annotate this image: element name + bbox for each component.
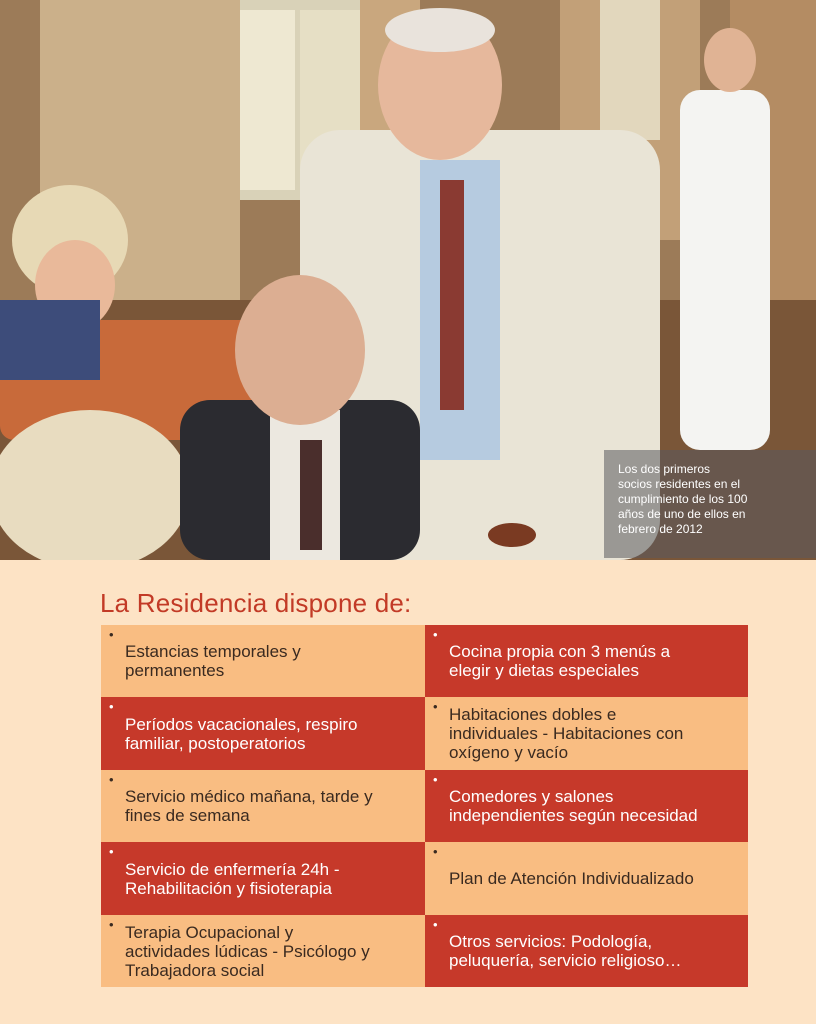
service-item <box>425 625 748 697</box>
service-item <box>101 915 425 987</box>
service-item-text: Terapia Ocupacional y actividades lúdicas - Psicólogo y Trabajadora social <box>125 922 370 980</box>
service-item <box>425 697 748 770</box>
services-grid <box>101 625 748 987</box>
service-item <box>101 842 425 915</box>
service-item-text: Plan de Atención Individualizado <box>449 869 694 888</box>
service-item-text: Servicio médico mañana, tarde y fines de semana <box>125 787 373 825</box>
services-heading: La Residencia dispone de: <box>100 588 412 618</box>
bullet-icon: • <box>109 917 114 932</box>
bullet-icon: • <box>109 772 114 787</box>
bullet-icon: • <box>433 772 438 787</box>
service-item <box>425 842 748 915</box>
service-item-text: Cocina propia con 3 menús a elegir y dietas especiales <box>449 642 671 680</box>
bullet-icon: • <box>433 844 438 859</box>
service-item-text: Habitaciones dobles e individuales - Habitaciones con oxígeno y vacío <box>449 705 684 762</box>
service-item <box>425 770 748 842</box>
bullet-icon: • <box>433 699 438 714</box>
service-item <box>425 915 748 987</box>
bullet-icon: • <box>109 699 114 714</box>
photo-caption: Los dos primeros socios residentes en el cumplimiento de los 100 años de uno de ellos en febrero de 2012 <box>604 450 816 558</box>
bullet-icon: • <box>109 627 114 642</box>
bullet-icon: • <box>433 627 438 642</box>
service-item <box>101 697 425 770</box>
service-item-text: Estancias temporales y permanentes <box>125 642 301 680</box>
service-item <box>101 625 425 697</box>
bullet-icon: • <box>433 917 438 932</box>
bullet-icon: • <box>109 844 114 859</box>
service-item <box>101 770 425 842</box>
service-item-text: Servicio de enfermería 24h - Rehabilitación y fisioterapia <box>125 859 340 898</box>
service-item-text: Otros servicios: Podología, peluquería, servicio religioso… <box>449 932 682 970</box>
service-item-text: Comedores y salones independientes según necesidad <box>449 787 698 825</box>
service-item-text: Períodos vacacionales, respiro familiar, postoperatorios <box>125 714 358 753</box>
